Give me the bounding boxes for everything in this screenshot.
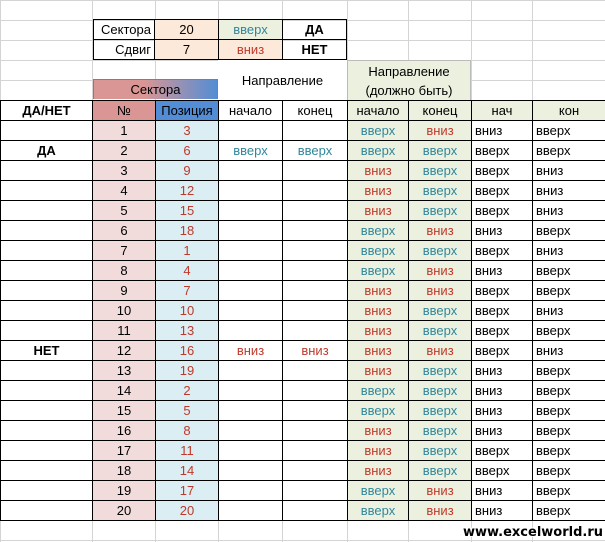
- row-nach-cell[interactable]: вверх: [471, 300, 533, 321]
- row-position-cell[interactable]: 9: [155, 160, 219, 181]
- row-flag-cell[interactable]: [0, 480, 93, 501]
- row-nach-cell[interactable]: вниз: [471, 120, 533, 141]
- shift-flag-cell[interactable]: НЕТ: [282, 39, 347, 60]
- row-kon-cell[interactable]: вниз: [532, 300, 605, 321]
- row-nach-cell[interactable]: вниз: [471, 260, 533, 281]
- sectors-group-header: Сектора: [93, 79, 218, 99]
- row-start-expected-cell[interactable]: вниз: [347, 300, 409, 321]
- row-end-expected-cell[interactable]: вниз: [408, 480, 472, 501]
- row-position-cell[interactable]: 6: [155, 140, 219, 161]
- row-flag-cell[interactable]: [0, 280, 93, 301]
- row-flag-cell[interactable]: [0, 300, 93, 321]
- header-end[interactable]: конец: [282, 100, 348, 121]
- row-start-cell[interactable]: [218, 220, 283, 241]
- row-end-cell[interactable]: [282, 220, 348, 241]
- row-flag-cell[interactable]: [0, 380, 93, 401]
- row-position-cell[interactable]: 3: [155, 120, 219, 141]
- row-start-cell[interactable]: [218, 200, 283, 221]
- shift-label: Сдвиг: [93, 39, 155, 60]
- row-end-expected-cell[interactable]: вниз: [408, 340, 472, 361]
- row-start-cell[interactable]: [218, 180, 283, 201]
- row-flag-cell[interactable]: [0, 160, 93, 181]
- row-nach-cell[interactable]: вниз: [471, 400, 533, 421]
- row-end-cell[interactable]: [282, 240, 348, 261]
- row-end-expected-cell[interactable]: вверх: [408, 180, 472, 201]
- row-kon-cell[interactable]: вниз: [532, 340, 605, 361]
- row-position-cell[interactable]: 14: [155, 460, 219, 481]
- row-end-cell[interactable]: [282, 280, 348, 301]
- row-nach-cell[interactable]: вниз: [471, 420, 533, 441]
- row-end-expected-cell[interactable]: вниз: [408, 280, 472, 301]
- row-nach-cell[interactable]: вниз: [471, 220, 533, 241]
- row-num-cell[interactable]: 18: [92, 460, 156, 481]
- row-num-cell[interactable]: 15: [92, 400, 156, 421]
- row-num-cell[interactable]: 4: [92, 180, 156, 201]
- row-flag-cell[interactable]: [0, 200, 93, 221]
- row-start-expected-cell[interactable]: вниз: [347, 460, 409, 481]
- row-position-cell[interactable]: 15: [155, 200, 219, 221]
- row-end-expected-cell[interactable]: вверх: [408, 160, 472, 181]
- row-num-cell[interactable]: 7: [92, 240, 156, 261]
- row-num-cell[interactable]: 1: [92, 120, 156, 141]
- row-start-expected-cell[interactable]: вверх: [347, 380, 409, 401]
- row-start-expected-cell[interactable]: вниз: [347, 180, 409, 201]
- row-num-cell[interactable]: 13: [92, 360, 156, 381]
- row-start-cell[interactable]: [218, 460, 283, 481]
- row-end-expected-cell[interactable]: вверх: [408, 360, 472, 381]
- watermark: www.excelworld.ru: [462, 525, 603, 540]
- row-end-expected-cell[interactable]: вверх: [408, 420, 472, 441]
- row-nach-cell[interactable]: вниз: [471, 360, 533, 381]
- header-nach[interactable]: нач: [471, 100, 533, 121]
- row-num-cell[interactable]: 20: [92, 500, 156, 521]
- row-kon-cell[interactable]: вниз: [532, 240, 605, 261]
- row-nach-cell[interactable]: вверх: [471, 160, 533, 181]
- row-end-expected-cell[interactable]: вверх: [408, 320, 472, 341]
- row-num-cell[interactable]: 6: [92, 220, 156, 241]
- row-num-cell[interactable]: 11: [92, 320, 156, 341]
- row-flag-cell[interactable]: [0, 400, 93, 421]
- row-nach-cell[interactable]: вверх: [471, 280, 533, 301]
- row-flag-cell[interactable]: [0, 460, 93, 481]
- row-flag-cell[interactable]: [0, 260, 93, 281]
- shift-value-cell[interactable]: 7: [154, 39, 219, 60]
- row-end-cell[interactable]: [282, 480, 348, 501]
- row-flag-cell[interactable]: [0, 220, 93, 241]
- row-start-cell[interactable]: [218, 280, 283, 301]
- row-start-expected-cell[interactable]: вверх: [347, 220, 409, 241]
- row-end-expected-cell[interactable]: вниз: [408, 220, 472, 241]
- row-start-cell[interactable]: [218, 420, 283, 441]
- header-end-expected[interactable]: конец: [408, 100, 472, 121]
- row-nach-cell[interactable]: вниз: [471, 380, 533, 401]
- row-start-expected-cell[interactable]: вверх: [347, 140, 409, 161]
- row-flag-cell[interactable]: [0, 320, 93, 341]
- row-num-cell[interactable]: 5: [92, 200, 156, 221]
- row-flag-cell[interactable]: [0, 180, 93, 201]
- row-start-cell[interactable]: [218, 440, 283, 461]
- row-position-cell[interactable]: 10: [155, 300, 219, 321]
- row-start-cell[interactable]: [218, 480, 283, 501]
- row-position-cell[interactable]: 13: [155, 320, 219, 341]
- row-start-cell[interactable]: [218, 380, 283, 401]
- row-end-expected-cell[interactable]: вверх: [408, 140, 472, 161]
- row-num-cell[interactable]: 3: [92, 160, 156, 181]
- row-flag-cell[interactable]: ДА: [0, 140, 93, 161]
- row-nach-cell[interactable]: вверх: [471, 320, 533, 341]
- row-flag-cell[interactable]: НЕТ: [0, 340, 93, 361]
- row-start-cell[interactable]: [218, 360, 283, 381]
- row-nach-cell[interactable]: вверх: [471, 140, 533, 161]
- header-num[interactable]: №: [92, 100, 156, 121]
- header-start[interactable]: начало: [218, 100, 283, 121]
- row-position-cell[interactable]: 8: [155, 420, 219, 441]
- row-end-cell[interactable]: [282, 420, 348, 441]
- gridline-horizontal: [0, 540, 605, 541]
- row-kon-cell[interactable]: вверх: [532, 480, 605, 501]
- row-kon-cell[interactable]: вверх: [532, 140, 605, 161]
- row-start-expected-cell[interactable]: вверх: [347, 240, 409, 261]
- row-end-cell[interactable]: [282, 180, 348, 201]
- row-nach-cell[interactable]: вверх: [471, 200, 533, 221]
- row-position-cell[interactable]: 4: [155, 260, 219, 281]
- row-end-cell[interactable]: [282, 260, 348, 281]
- row-num-cell[interactable]: 2: [92, 140, 156, 161]
- row-nach-cell[interactable]: вверх: [471, 340, 533, 361]
- row-kon-cell[interactable]: вверх: [532, 280, 605, 301]
- direction-expected-line1: Направление: [368, 63, 450, 79]
- row-end-cell[interactable]: [282, 120, 348, 141]
- row-flag-cell[interactable]: [0, 500, 93, 521]
- sectors-direction-cell[interactable]: вверх: [218, 19, 283, 40]
- row-flag-cell[interactable]: [0, 240, 93, 261]
- row-start-expected-cell[interactable]: вниз: [347, 440, 409, 461]
- row-end-expected-cell[interactable]: вверх: [408, 440, 472, 461]
- row-start-cell[interactable]: [218, 500, 283, 521]
- row-kon-cell[interactable]: вниз: [532, 200, 605, 221]
- row-start-cell[interactable]: [218, 260, 283, 281]
- row-position-cell[interactable]: 16: [155, 340, 219, 361]
- row-kon-cell[interactable]: вверх: [532, 260, 605, 281]
- row-end-expected-cell[interactable]: вверх: [408, 400, 472, 421]
- row-start-cell[interactable]: [218, 240, 283, 261]
- row-kon-cell[interactable]: вверх: [532, 320, 605, 341]
- row-end-cell[interactable]: [282, 160, 348, 181]
- row-start-expected-cell[interactable]: вниз: [347, 320, 409, 341]
- row-position-cell[interactable]: 12: [155, 180, 219, 201]
- sectors-flag-cell[interactable]: ДА: [282, 19, 347, 40]
- row-kon-cell[interactable]: вверх: [532, 420, 605, 441]
- row-start-cell[interactable]: вверх: [218, 140, 283, 161]
- row-end-cell[interactable]: [282, 440, 348, 461]
- row-nach-cell[interactable]: вверх: [471, 460, 533, 481]
- direction-group-header: Направление: [218, 60, 347, 100]
- row-end-expected-cell[interactable]: вверх: [408, 240, 472, 261]
- header-start-expected[interactable]: начало: [347, 100, 409, 121]
- gridline-horizontal: [0, 0, 605, 1]
- row-end-cell[interactable]: вниз: [282, 340, 348, 361]
- row-start-cell[interactable]: [218, 160, 283, 181]
- row-end-expected-cell[interactable]: вниз: [408, 260, 472, 281]
- row-nach-cell[interactable]: вниз: [471, 500, 533, 521]
- row-start-expected-cell[interactable]: вниз: [347, 160, 409, 181]
- row-end-expected-cell[interactable]: вниз: [408, 120, 472, 141]
- row-end-cell[interactable]: [282, 320, 348, 341]
- row-end-expected-cell[interactable]: вниз: [408, 500, 472, 521]
- row-end-cell[interactable]: [282, 500, 348, 521]
- row-end-expected-cell[interactable]: вверх: [408, 300, 472, 321]
- row-end-cell[interactable]: [282, 460, 348, 481]
- row-position-cell[interactable]: 19: [155, 360, 219, 381]
- row-start-expected-cell[interactable]: вниз: [347, 340, 409, 361]
- row-position-cell[interactable]: 5: [155, 400, 219, 421]
- row-kon-cell[interactable]: вверх: [532, 120, 605, 141]
- row-nach-cell[interactable]: вверх: [471, 440, 533, 461]
- row-start-cell[interactable]: вниз: [218, 340, 283, 361]
- row-position-cell[interactable]: 7: [155, 280, 219, 301]
- row-kon-cell[interactable]: вверх: [532, 380, 605, 401]
- row-num-cell[interactable]: 8: [92, 260, 156, 281]
- row-kon-cell[interactable]: вниз: [532, 180, 605, 201]
- row-kon-cell[interactable]: вверх: [532, 500, 605, 521]
- row-position-cell[interactable]: 11: [155, 440, 219, 461]
- row-flag-cell[interactable]: [0, 120, 93, 141]
- row-num-cell[interactable]: 10: [92, 300, 156, 321]
- row-position-cell[interactable]: 2: [155, 380, 219, 401]
- row-flag-cell[interactable]: [0, 420, 93, 441]
- row-num-cell[interactable]: 19: [92, 480, 156, 501]
- shift-direction-cell[interactable]: вниз: [218, 39, 283, 60]
- row-position-cell[interactable]: 1: [155, 240, 219, 261]
- row-start-expected-cell[interactable]: вниз: [347, 360, 409, 381]
- row-end-expected-cell[interactable]: вверх: [408, 380, 472, 401]
- row-kon-cell[interactable]: вверх: [532, 400, 605, 421]
- row-start-expected-cell[interactable]: вниз: [347, 280, 409, 301]
- row-end-cell[interactable]: [282, 360, 348, 381]
- row-num-cell[interactable]: 14: [92, 380, 156, 401]
- row-start-cell[interactable]: [218, 320, 283, 341]
- row-num-cell[interactable]: 16: [92, 420, 156, 441]
- row-start-expected-cell[interactable]: вверх: [347, 480, 409, 501]
- row-start-expected-cell[interactable]: вверх: [347, 500, 409, 521]
- row-nach-cell[interactable]: вниз: [471, 480, 533, 501]
- header-kon[interactable]: кон: [532, 100, 605, 121]
- row-nach-cell[interactable]: вверх: [471, 180, 533, 201]
- row-position-cell[interactable]: 18: [155, 220, 219, 241]
- row-kon-cell[interactable]: вверх: [532, 360, 605, 381]
- row-end-cell[interactable]: [282, 380, 348, 401]
- row-end-cell[interactable]: [282, 200, 348, 221]
- row-kon-cell[interactable]: вниз: [532, 160, 605, 181]
- row-end-cell[interactable]: [282, 400, 348, 421]
- row-start-expected-cell[interactable]: вверх: [347, 400, 409, 421]
- row-kon-cell[interactable]: вверх: [532, 440, 605, 461]
- header-position[interactable]: Позиция: [155, 100, 219, 121]
- row-start-expected-cell[interactable]: вверх: [347, 120, 409, 141]
- row-num-cell[interactable]: 9: [92, 280, 156, 301]
- row-end-cell[interactable]: вверх: [282, 140, 348, 161]
- row-start-cell[interactable]: [218, 300, 283, 321]
- row-kon-cell[interactable]: вверх: [532, 460, 605, 481]
- row-start-cell[interactable]: [218, 400, 283, 421]
- direction-expected-group-header: [347, 60, 471, 100]
- row-num-cell[interactable]: 17: [92, 440, 156, 461]
- row-start-cell[interactable]: [218, 120, 283, 141]
- row-start-expected-cell[interactable]: вниз: [347, 420, 409, 441]
- row-end-cell[interactable]: [282, 300, 348, 321]
- row-end-expected-cell[interactable]: вверх: [408, 460, 472, 481]
- row-kon-cell[interactable]: вверх: [532, 220, 605, 241]
- row-flag-cell[interactable]: [0, 360, 93, 381]
- row-num-cell[interactable]: 12: [92, 340, 156, 361]
- row-end-expected-cell[interactable]: вверх: [408, 200, 472, 221]
- row-start-expected-cell[interactable]: вверх: [347, 260, 409, 281]
- row-position-cell[interactable]: 20: [155, 500, 219, 521]
- sectors-label: Сектора: [93, 19, 155, 40]
- sectors-value-cell[interactable]: 20: [154, 19, 219, 40]
- row-nach-cell[interactable]: вверх: [471, 240, 533, 261]
- row-position-cell[interactable]: 17: [155, 480, 219, 501]
- direction-expected-line2: (должно быть): [365, 82, 453, 98]
- row-flag-cell[interactable]: [0, 440, 93, 461]
- row-start-expected-cell[interactable]: вниз: [347, 200, 409, 221]
- header-yes-no[interactable]: ДА/НЕТ: [0, 100, 93, 121]
